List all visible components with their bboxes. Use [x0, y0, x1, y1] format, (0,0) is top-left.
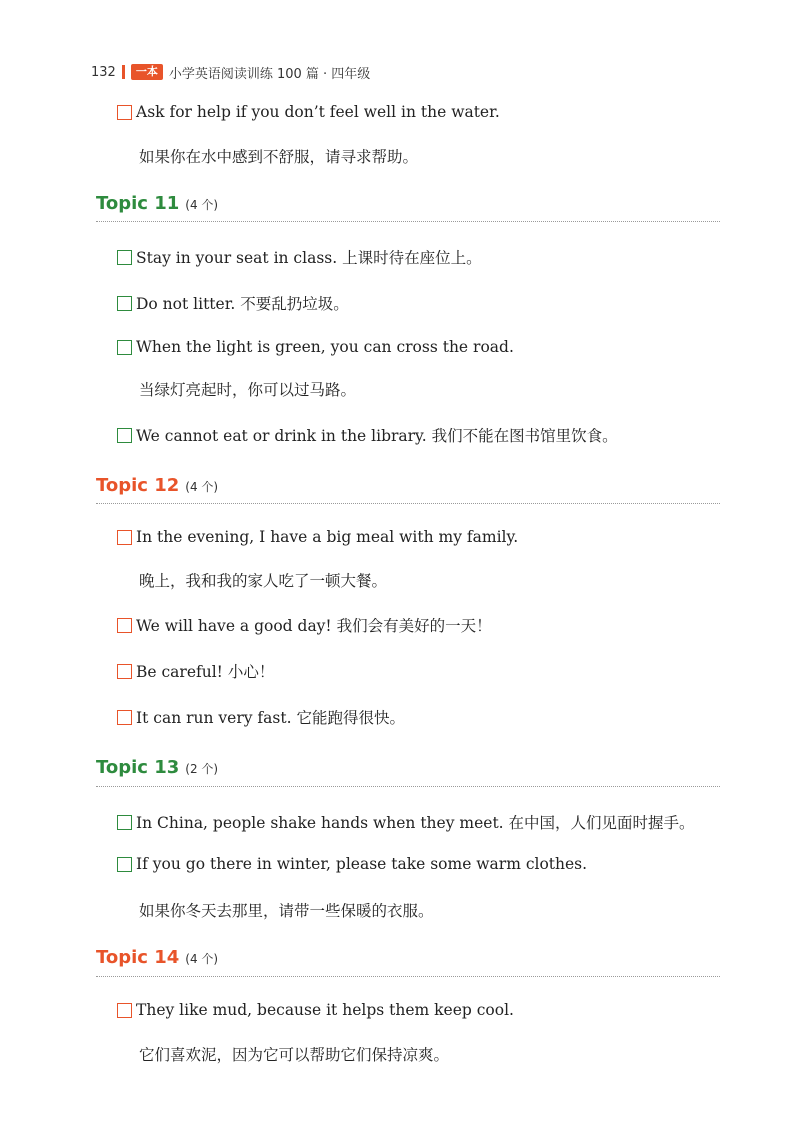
- item-text: When the light is green, you can cross the road.: [136, 338, 514, 356]
- item-text: They like mud, because it helps them keep cool.: [136, 1001, 514, 1019]
- checkbox[interactable]: [117, 815, 132, 830]
- checkbox[interactable]: [117, 618, 132, 633]
- item-text: Be careful! 小心！: [136, 663, 275, 681]
- topic-count: (2 个): [185, 762, 219, 776]
- item-translation: 晚上，我和我的家人吃了一顿大餐。: [139, 572, 388, 590]
- item-text: In the evening, I have a big meal with my family.: [136, 528, 519, 546]
- topic-label: Topic 12: [96, 475, 180, 496]
- item-translation: 它们喜欢泥，因为它可以帮助它们保持凉爽。: [139, 1046, 450, 1064]
- topic-11-item-4[interactable]: [117, 424, 618, 446]
- topic-12-item-2[interactable]: [117, 614, 492, 636]
- topic-divider: [96, 221, 720, 222]
- checkbox[interactable]: [117, 105, 132, 120]
- topic-13-item-1[interactable]: [117, 811, 695, 833]
- checkbox[interactable]: [117, 1003, 132, 1018]
- item-text: Stay in your seat in class. 上课时待在座位上。: [136, 249, 482, 267]
- item-text: Do not litter. 不要乱扔垃圾。: [136, 295, 349, 313]
- topic-label: Topic 11: [96, 193, 180, 214]
- topic-12-heading: [96, 475, 218, 496]
- topic-count: (4 个): [185, 198, 219, 212]
- topic-divider: [96, 503, 720, 504]
- topic-divider: [96, 786, 720, 787]
- checkbox[interactable]: [117, 296, 132, 311]
- header-divider: [122, 65, 125, 79]
- topic-11-item-1[interactable]: [117, 246, 482, 268]
- topic-12-item-4[interactable]: [117, 706, 405, 728]
- topic-13-item-2[interactable]: [117, 855, 587, 873]
- intro-item-translation: 如果你在水中感到不舒服，请寻求帮助。: [139, 148, 419, 166]
- topic-divider: [96, 976, 720, 977]
- topic-label: Topic 13: [96, 757, 180, 778]
- topic-count: (4 个): [185, 952, 219, 966]
- topic-12-item-1[interactable]: [117, 528, 518, 546]
- topic-12-item-3[interactable]: [117, 660, 274, 682]
- topic-14-item-1[interactable]: [117, 1001, 514, 1019]
- checkbox[interactable]: [117, 428, 132, 443]
- item-text: We will have a good day! 我们会有美好的一天！: [136, 617, 492, 635]
- book-title: 小学英语阅读训练 100 篇 · 四年级: [168, 66, 371, 82]
- checkbox[interactable]: [117, 664, 132, 679]
- checkbox[interactable]: [117, 530, 132, 545]
- page-number: 132: [91, 64, 116, 80]
- item-text: Ask for help if you don’t feel well in the water.: [136, 103, 500, 121]
- topic-13-heading: [96, 757, 218, 778]
- topic-14-heading: [96, 947, 218, 968]
- checkbox[interactable]: [117, 340, 132, 355]
- checkbox[interactable]: [117, 250, 132, 265]
- intro-item[interactable]: [117, 103, 500, 121]
- item-text: We cannot eat or drink in the library. 我们不能在图书馆里饮食。: [136, 427, 618, 445]
- checkbox[interactable]: [117, 857, 132, 872]
- brand-logo: 一本: [131, 64, 163, 80]
- item-translation: 如果你冬天去那里，请带一些保暖的衣服。: [139, 902, 434, 920]
- checkbox[interactable]: [117, 710, 132, 725]
- item-text: In China, people shake hands when they meet. 在中国，人们见面时握手。: [136, 814, 695, 832]
- topic-11-item-3[interactable]: [117, 338, 514, 356]
- item-translation: 当绿灯亮起时，你可以过马路。: [139, 381, 357, 399]
- topic-count: (4 个): [185, 480, 219, 494]
- topic-11-heading: [96, 193, 218, 214]
- item-text: It can run very fast. 它能跑得很快。: [136, 709, 405, 727]
- topic-11-item-2[interactable]: [117, 292, 349, 314]
- item-text: If you go there in winter, please take some warm clothes.: [136, 855, 588, 873]
- topic-label: Topic 14: [96, 947, 180, 968]
- page-header: [91, 60, 370, 84]
